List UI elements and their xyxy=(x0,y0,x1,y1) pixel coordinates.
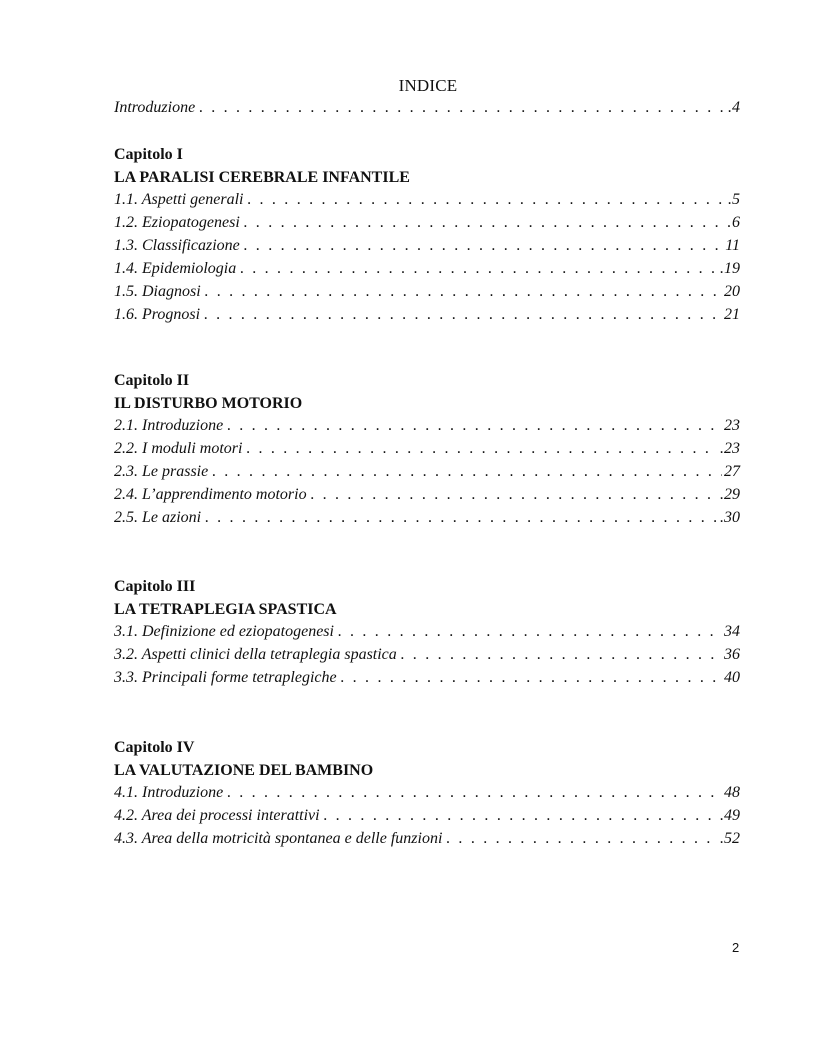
toc-entry-label: 4.1. Introduzione xyxy=(114,784,224,801)
toc-entry-label: 4.2. Area dei processi interattivi xyxy=(114,807,320,824)
chapter-4-heading: Capitolo IV xyxy=(114,739,195,756)
toc-entry-page: 11 xyxy=(725,237,740,254)
toc-entry-label: 2.3. Le prassie xyxy=(114,463,209,480)
dot-leader xyxy=(338,623,722,641)
toc-entry-4-1 xyxy=(114,784,740,806)
toc-entry-1-5 xyxy=(114,283,740,305)
toc-entry-page: 27 xyxy=(724,463,740,480)
dot-leader xyxy=(246,440,718,458)
dot-leader xyxy=(244,237,723,255)
chapter-1-subtitle: LA PARALISI CEREBRALE INFANTILE xyxy=(114,169,410,186)
toc-entry-2-4 xyxy=(114,486,740,508)
toc-entry-page: .29 xyxy=(720,486,740,503)
dot-leader xyxy=(324,807,718,825)
dot-leader xyxy=(205,283,722,301)
toc-entry-page: 6 xyxy=(732,214,740,231)
toc-entry-page: 21 xyxy=(724,306,740,323)
toc-entry-label: 3.2. Aspetti clinici della tetraplegia spastica xyxy=(114,646,397,663)
dot-leader xyxy=(446,830,718,848)
toc-entry-page: 23 xyxy=(724,417,740,434)
toc-entry-1-1 xyxy=(114,191,740,213)
chapter-2-subtitle: IL DISTURBO MOTORIO xyxy=(114,395,303,412)
dot-leader xyxy=(227,784,722,802)
toc-entry-page: .23 xyxy=(720,440,740,457)
toc-entry-label: 2.1. Introduzione xyxy=(114,417,224,434)
toc-entry-label: 1.1. Aspetti generali xyxy=(114,191,244,208)
toc-entry-label: 1.2. Eziopatogenesi xyxy=(114,214,240,231)
toc-entry-label: 3.3. Principali forme tetraplegiche xyxy=(114,669,337,686)
index-title: INDICE xyxy=(398,76,458,95)
toc-entry-page: 34 xyxy=(724,623,740,640)
dot-leader xyxy=(401,646,722,664)
toc-entry-page: .4 xyxy=(728,99,740,116)
dot-leader xyxy=(227,417,722,435)
dot-leader xyxy=(205,509,718,527)
toc-entry-3-2 xyxy=(114,646,740,668)
toc-entry-1-3 xyxy=(114,237,740,259)
dot-leader xyxy=(341,669,722,687)
toc-entry-page: .49 xyxy=(720,807,740,824)
toc-entry-label: 2.5. Le azioni xyxy=(114,509,202,526)
dot-leader xyxy=(311,486,718,504)
toc-entry-label: 1.5. Diagnosi xyxy=(114,283,201,300)
dot-leader xyxy=(244,214,730,232)
toc-entry-4-3 xyxy=(114,830,740,852)
toc-entry-label: 1.4. Epidemiologia xyxy=(114,260,237,277)
toc-entry-page: 20 xyxy=(724,283,740,300)
toc-entry-page: 48 xyxy=(724,784,740,801)
dot-leader xyxy=(240,260,718,278)
toc-entry-label: 4.3. Area della motricità spontanea e delle funzioni xyxy=(114,830,443,847)
page-number: 2 xyxy=(732,940,740,955)
toc-entry-1-2 xyxy=(114,214,740,236)
toc-entry-page: .30 xyxy=(720,509,740,526)
toc-entry-page: 36 xyxy=(724,646,740,663)
toc-entry-4-2 xyxy=(114,807,740,829)
dot-leader xyxy=(247,191,726,209)
toc-entry-intro xyxy=(114,99,740,121)
toc-entry-2-3 xyxy=(114,463,740,485)
toc-entry-page: .52 xyxy=(720,830,740,847)
toc-entry-label: 3.1. Definizione ed eziopatogenesi xyxy=(114,623,334,640)
toc-entry-2-5 xyxy=(114,509,740,531)
toc-entry-page: 40 xyxy=(724,669,740,686)
toc-entry-2-2 xyxy=(114,440,740,462)
toc-entry-1-6 xyxy=(114,306,740,328)
toc-entry-page: .5 xyxy=(728,191,740,208)
dot-leader xyxy=(199,99,726,117)
toc-entry-label: Introduzione xyxy=(114,99,196,116)
chapter-4-subtitle: LA VALUTAZIONE DEL BAMBINO xyxy=(114,762,374,779)
toc-entry-label: 2.4. L’apprendimento motorio xyxy=(114,486,307,503)
dot-leader xyxy=(204,306,722,324)
chapter-3-heading: Capitolo III xyxy=(114,578,196,595)
toc-entry-3-3 xyxy=(114,669,740,691)
toc-entry-2-1 xyxy=(114,417,740,439)
toc-entry-label: 1.3. Classificazione xyxy=(114,237,240,254)
toc-entry-1-4 xyxy=(114,260,740,282)
chapter-1-heading: Capitolo I xyxy=(114,146,183,163)
toc-entry-label: 2.2. I moduli motori xyxy=(114,440,243,457)
dot-leader xyxy=(212,463,722,481)
chapter-2-heading: Capitolo II xyxy=(114,372,190,389)
toc-entry-3-1 xyxy=(114,623,740,645)
chapter-3-subtitle: LA TETRAPLEGIA SPASTICA xyxy=(114,601,337,618)
toc-entry-page: .19 xyxy=(720,260,740,277)
toc-entry-label: 1.6. Prognosi xyxy=(114,306,201,323)
